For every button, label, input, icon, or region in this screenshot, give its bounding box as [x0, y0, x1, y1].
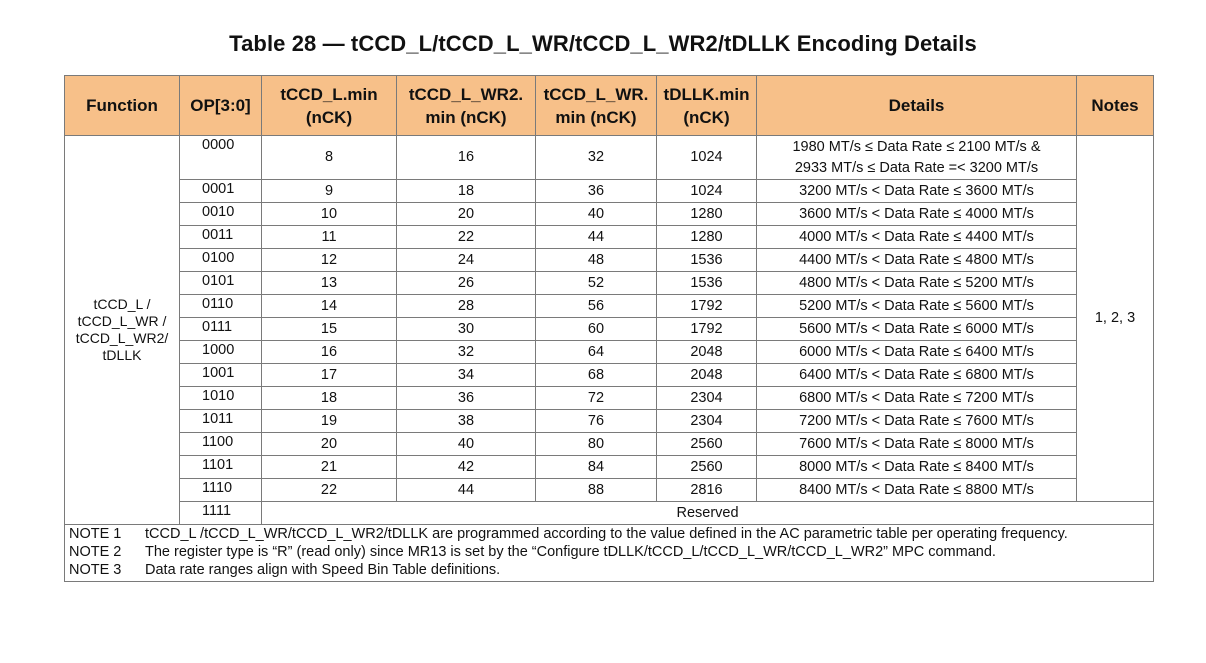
table-row — [65, 203, 1154, 226]
details-cell: 4800 MT/s < Data Rate ≤ 5200 MT/s — [757, 272, 1077, 295]
tccd-l-wr-cell: 84 — [536, 456, 657, 479]
details-cell: 4400 MT/s < Data Rate ≤ 4800 MT/s — [757, 249, 1077, 272]
details-cell: 7200 MT/s < Data Rate ≤ 7600 MT/s — [757, 410, 1077, 433]
tccd-l-wr-cell: 72 — [536, 387, 657, 410]
encoding-table — [64, 75, 1154, 582]
op-cell: 0011 — [180, 226, 262, 249]
tccd-l-cell: 18 — [262, 387, 397, 410]
reserved-row — [65, 502, 1154, 525]
tccd-l-wr-cell: 88 — [536, 479, 657, 502]
table-row — [65, 341, 1154, 364]
op-cell: 1010 — [180, 387, 262, 410]
details-cell: 6400 MT/s < Data Rate ≤ 6800 MT/s — [757, 364, 1077, 387]
tccd-l-wr-cell: 48 — [536, 249, 657, 272]
tccd-l-wr2-cell: 30 — [397, 318, 536, 341]
details-cell: 3200 MT/s < Data Rate ≤ 3600 MT/s — [757, 180, 1077, 203]
op-cell: 1000 — [180, 341, 262, 364]
tccd-l-cell: 10 — [262, 203, 397, 226]
op-cell: 1100 — [180, 433, 262, 456]
table-row — [65, 387, 1154, 410]
note-text: The register type is “R” (read only) since MR13 is set by the “Configure tDLLK/tCCD_L/tCCD_L_WR/tCCD_L_WR2” MPC command. — [145, 544, 996, 560]
op-cell: 0100 — [180, 249, 262, 272]
tdllk-cell: 1024 — [657, 136, 757, 180]
notes-ref-cell: 1, 2, 3 — [1077, 136, 1154, 502]
op-cell: 0010 — [180, 203, 262, 226]
tdllk-cell: 1280 — [657, 226, 757, 249]
table-row — [65, 249, 1154, 272]
tccd-l-wr-cell: 60 — [536, 318, 657, 341]
header-row — [65, 76, 1154, 136]
details-cell: 8400 MT/s < Data Rate ≤ 8800 MT/s — [757, 479, 1077, 502]
table-row — [65, 410, 1154, 433]
tccd-l-cell: 12 — [262, 249, 397, 272]
tccd-l-wr2-cell: 38 — [397, 410, 536, 433]
tdllk-cell: 2048 — [657, 341, 757, 364]
op-cell: 1101 — [180, 456, 262, 479]
notes-list — [69, 525, 1149, 579]
header-op: OP[3:0] — [180, 76, 262, 136]
tccd-l-cell: 21 — [262, 456, 397, 479]
tccd-l-wr2-cell: 32 — [397, 341, 536, 364]
details-cell: 8000 MT/s < Data Rate ≤ 8400 MT/s — [757, 456, 1077, 479]
header-tccd-l-wr — [536, 76, 657, 136]
tccd-l-wr2-cell: 42 — [397, 456, 536, 479]
tccd-l-wr-cell: 64 — [536, 341, 657, 364]
tccd-l-wr2-cell: 16 — [397, 136, 536, 180]
op-cell: 1111 — [180, 502, 262, 525]
table-row — [65, 364, 1154, 387]
note-text: tCCD_L /tCCD_L_WR/tCCD_L_WR2/tDLLK are programmed according to the value defined in the AC parametric table per operating frequency. — [145, 526, 1068, 542]
op-cell: 0111 — [180, 318, 262, 341]
tccd-l-wr-cell: 68 — [536, 364, 657, 387]
header-details: Details — [757, 76, 1077, 136]
details-line2: 2933 MT/s ≤ Data Rate =< 3200 MT/s — [794, 159, 1039, 176]
reserved-cell: Reserved — [262, 502, 1154, 525]
table-row — [65, 318, 1154, 341]
header-notes: Notes — [1077, 76, 1154, 136]
tdllk-cell: 1536 — [657, 272, 757, 295]
function-cell — [65, 136, 180, 525]
table-row — [65, 295, 1154, 318]
tccd-l-wr2-cell: 44 — [397, 479, 536, 502]
op-cell: 1110 — [180, 479, 262, 502]
tdllk-cell: 2816 — [657, 479, 757, 502]
details-cell: 5600 MT/s < Data Rate ≤ 6000 MT/s — [757, 318, 1077, 341]
tccd-l-wr2-cell: 26 — [397, 272, 536, 295]
op-cell: 0000 — [180, 136, 262, 180]
tccd-l-wr-cell: 40 — [536, 203, 657, 226]
header-tccd-l-wr-line2: min (nCK) — [555, 107, 637, 127]
tccd-l-wr2-cell: 40 — [397, 433, 536, 456]
tccd-l-cell: 9 — [262, 180, 397, 203]
header-function: Function — [65, 76, 180, 136]
header-tdllk — [657, 76, 757, 136]
tccd-l-cell: 16 — [262, 341, 397, 364]
function-line: tCCD_L / — [93, 296, 151, 312]
op-cell: 0110 — [180, 295, 262, 318]
tccd-l-wr2-cell: 18 — [397, 180, 536, 203]
tccd-l-wr2-cell: 36 — [397, 387, 536, 410]
tccd-l-cell: 8 — [262, 136, 397, 180]
table-row — [65, 226, 1154, 249]
header-tccd-l-line1: tCCD_L.min — [280, 84, 378, 104]
note-label: NOTE 2 — [69, 544, 122, 560]
tccd-l-cell: 11 — [262, 226, 397, 249]
tdllk-cell: 2304 — [657, 387, 757, 410]
tccd-l-cell: 20 — [262, 433, 397, 456]
details-cell: 3600 MT/s < Data Rate ≤ 4000 MT/s — [757, 203, 1077, 226]
function-line: tDLLK — [102, 347, 142, 363]
table-row — [65, 272, 1154, 295]
header-tccd-l-wr2-line2: min (nCK) — [425, 107, 507, 127]
tccd-l-wr2-cell: 22 — [397, 226, 536, 249]
header-tccd-l-line2: (nCK) — [305, 107, 353, 127]
tccd-l-wr-cell: 44 — [536, 226, 657, 249]
tccd-l-wr2-cell: 34 — [397, 364, 536, 387]
notes-cell — [65, 525, 1154, 582]
tdllk-cell: 1024 — [657, 180, 757, 203]
tdllk-cell: 2048 — [657, 364, 757, 387]
notes-row — [65, 525, 1154, 582]
tccd-l-wr-cell: 56 — [536, 295, 657, 318]
tdllk-cell: 2560 — [657, 456, 757, 479]
tccd-l-wr-cell: 32 — [536, 136, 657, 180]
op-cell: 0001 — [180, 180, 262, 203]
details-cell: 6800 MT/s < Data Rate ≤ 7200 MT/s — [757, 387, 1077, 410]
details-cell: 6000 MT/s < Data Rate ≤ 6400 MT/s — [757, 341, 1077, 364]
details-cell: 5200 MT/s < Data Rate ≤ 5600 MT/s — [757, 295, 1077, 318]
tccd-l-wr2-cell: 20 — [397, 203, 536, 226]
details-cell: 4000 MT/s < Data Rate ≤ 4400 MT/s — [757, 226, 1077, 249]
op-cell: 0101 — [180, 272, 262, 295]
header-tccd-l-wr2 — [397, 76, 536, 136]
tdllk-cell: 1792 — [657, 318, 757, 341]
table-row — [65, 180, 1154, 203]
tccd-l-cell: 17 — [262, 364, 397, 387]
tccd-l-wr2-cell: 24 — [397, 249, 536, 272]
tccd-l-cell: 14 — [262, 295, 397, 318]
header-tdllk-line2: (nCK) — [683, 107, 730, 127]
tccd-l-wr2-cell: 28 — [397, 295, 536, 318]
tdllk-cell: 1280 — [657, 203, 757, 226]
tdllk-cell: 1536 — [657, 249, 757, 272]
op-cell: 1011 — [180, 410, 262, 433]
details-cell: 7600 MT/s < Data Rate ≤ 8000 MT/s — [757, 433, 1077, 456]
tccd-l-cell: 15 — [262, 318, 397, 341]
header-tccd-l — [262, 76, 397, 136]
function-line: tCCD_L_WR2/ — [75, 330, 169, 346]
details-line1: 1980 MT/s ≤ Data Rate ≤ 2100 MT/s & — [792, 138, 1041, 155]
tccd-l-wr-cell: 36 — [536, 180, 657, 203]
header-tccd-l-wr-line1: tCCD_L_WR. — [543, 84, 649, 104]
details-cell — [757, 136, 1077, 180]
tdllk-cell: 2304 — [657, 410, 757, 433]
tdllk-cell: 2560 — [657, 433, 757, 456]
table-row — [65, 136, 1154, 180]
header-tccd-l-wr2-line1: tCCD_L_WR2. — [408, 84, 524, 104]
tccd-l-cell: 19 — [262, 410, 397, 433]
tccd-l-wr-cell: 76 — [536, 410, 657, 433]
tccd-l-cell: 13 — [262, 272, 397, 295]
op-cell: 1001 — [180, 364, 262, 387]
table-row — [65, 433, 1154, 456]
note-text: Data rate ranges align with Speed Bin Table definitions. — [145, 562, 501, 578]
header-tdllk-line1: tDLLK.min — [663, 84, 750, 104]
table-title: Table 28 — tCCD_L/tCCD_L_WR/tCCD_L_WR2/tDLLK Encoding Details — [229, 31, 977, 56]
note-label: NOTE 1 — [69, 526, 122, 542]
tdllk-cell: 1792 — [657, 295, 757, 318]
tccd-l-wr-cell: 80 — [536, 433, 657, 456]
tccd-l-wr-cell: 52 — [536, 272, 657, 295]
function-line: tCCD_L_WR / — [77, 313, 167, 329]
table-row — [65, 456, 1154, 479]
table-row — [65, 479, 1154, 502]
tccd-l-cell: 22 — [262, 479, 397, 502]
note-label: NOTE 3 — [69, 562, 122, 578]
